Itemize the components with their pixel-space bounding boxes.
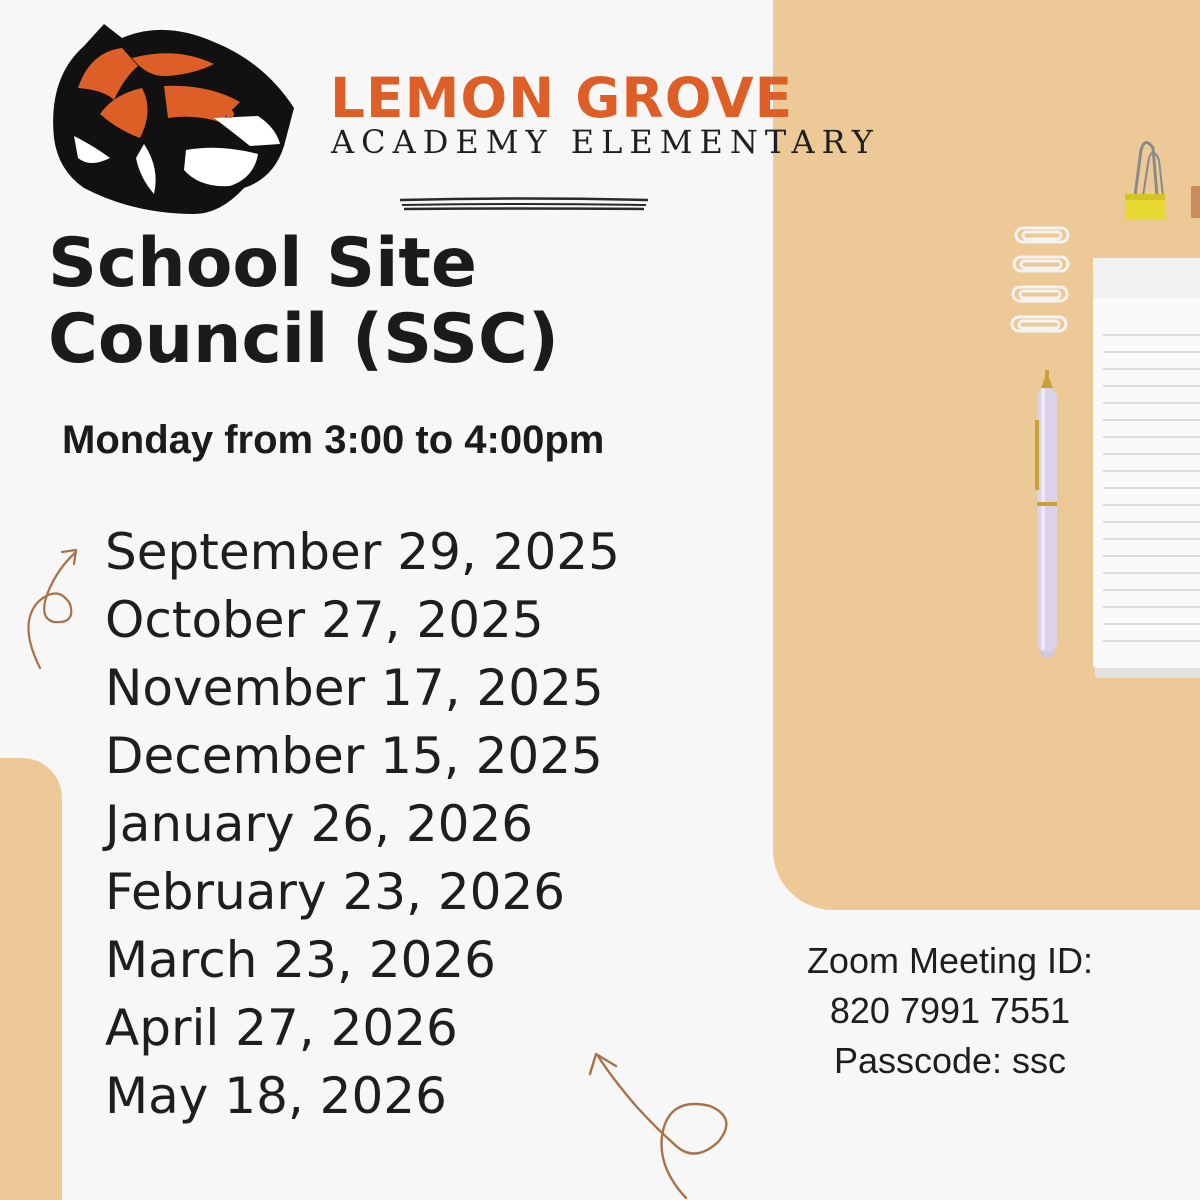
page-title: School Site Council (SSC) [48, 224, 559, 379]
meeting-date: April 27, 2026 [105, 999, 458, 1057]
meeting-date: January 26, 2026 [105, 795, 534, 853]
meeting-date: October 27, 2025 [105, 591, 544, 649]
school-subtitle: ACADEMY ELEMENTARY [331, 123, 880, 161]
curly-arrow-icon [582, 1048, 742, 1200]
zoom-passcode: Passcode: ssc [833, 1040, 1067, 1081]
decorative-divider [398, 194, 650, 214]
meeting-date: September 29, 2025 [105, 523, 620, 581]
meeting-date: March 23, 2026 [105, 931, 496, 989]
zoom-meeting-id: 820 7991 7551 [829, 990, 1071, 1031]
curly-arrow-icon [14, 544, 84, 672]
notepad-icon [1093, 258, 1200, 678]
zoom-label: Zoom Meeting ID: [806, 940, 1094, 981]
meeting-schedule: Monday from 3:00 to 4:00pm [62, 418, 605, 462]
meeting-date: November 17, 2025 [105, 659, 604, 717]
meeting-date: February 23, 2026 [105, 863, 566, 921]
paperclip-icon [1012, 228, 1068, 331]
binder-clip-icon [1125, 142, 1165, 220]
meeting-date: December 15, 2025 [105, 727, 603, 785]
meeting-date: May 18, 2026 [105, 1067, 447, 1125]
meeting-dates-list [105, 518, 620, 1130]
decorative-tan-block [0, 758, 62, 1200]
tiger-mascot-icon [44, 18, 304, 218]
zoom-info [760, 936, 1140, 1086]
school-name: LEMON GROVE [330, 66, 794, 130]
pen-icon [1035, 370, 1057, 658]
